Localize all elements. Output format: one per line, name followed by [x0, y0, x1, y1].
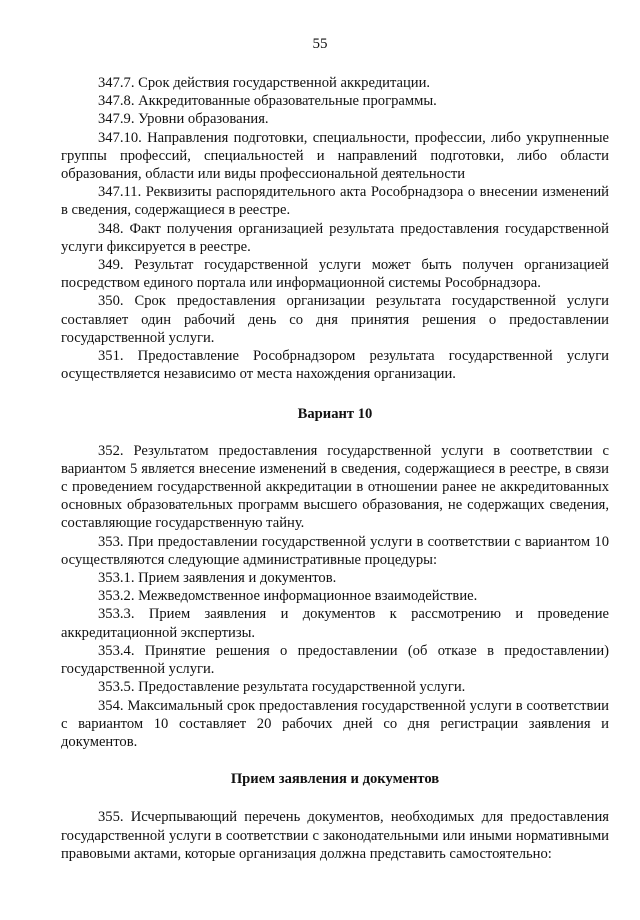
- paragraph-353: 353. При предоставлении государственной услуги в соответствии с вариантом 10 осуществляются следующие административные процедуры:: [61, 533, 609, 568]
- paragraph-354: 354. Максимальный срок предоставления государственной услуги в соответствии с вариантом 10 составляет 20 рабочих дней со дня регистрации заявления и документов.: [61, 697, 609, 750]
- paragraph-350: 350. Срок предоставления организации результата государственной услуги составляет один рабочий день со дня принятия решения о предоставлении государственной услуги.: [61, 293, 609, 346]
- paragraph-353-3: 353.3. Прием заявления и документов к рассмотрению и проведение аккредитационной экспертизы.: [61, 606, 609, 641]
- section-heading-variant-10: Вариант 10: [297, 406, 373, 423]
- paragraph-347-10: 347.10. Направления подготовки, специальности, профессии, либо укрупненные группы профессий, специальностей и направлений подготовки, либо области образования, области или виды профессиональной деятельности: [61, 129, 609, 183]
- paragraph-355: 355. Исчерпывающий перечень документов, необходимых для предоставления государственной услуги в соответствии с законодательными или иными нормативными правовыми актами, которые организация должна представить самостоятельно:: [61, 809, 609, 862]
- paragraph-349: 349. Результат государственной услуги может быть получен организацией посредством единого портала или информационной системы Рособрнадзора.: [61, 257, 609, 292]
- paragraph-348: 348. Факт получения организацией результата предоставления государственной услуги фиксируется в реестре.: [61, 220, 609, 255]
- paragraph-353-1: 353.1. Прием заявления и документов.: [98, 570, 337, 587]
- paragraph-347-11: 347.11. Реквизиты распорядительного акта Рособрнадзора о внесении изменений в сведения, содержащиеся в реестре.: [61, 184, 609, 219]
- section-heading-application-intake: Прием заявления и документов: [230, 771, 440, 788]
- paragraph-353-2: 353.2. Межведомственное информационное взаимодействие.: [98, 588, 478, 605]
- document-body: [61, 74, 609, 863]
- page-number: 55: [312, 36, 328, 52]
- paragraph-353-4: 353.4. Принятие решения о предоставлении (об отказе в предоставлении) государственной услуги.: [61, 642, 609, 678]
- paragraph-352: 352. Результатом предоставления государственной услуги в соответствии с вариантом 5 является внесение изменений в сведения, содержащиеся в реестре, в связи с проведением государственной аккредитации в отношении ранее не аккредитованных основных образовательных программ высшего образования, не содержащих сведения, составляющие государственную тайну.: [61, 442, 609, 532]
- paragraph-347-7: 347.7. Срок действия государственной аккредитации.: [98, 75, 431, 91]
- paragraph-351: 351. Предоставление Рособрнадзором результата государственной услуги осуществляется независимо от места нахождения организации.: [61, 348, 609, 383]
- paragraph-347-8: 347.8. Аккредитованные образовательные программы.: [98, 93, 437, 110]
- paragraph-347-9: 347.9. Уровни образования.: [98, 111, 269, 128]
- paragraph-353-5: 353.5. Предоставление результата государственной услуги.: [98, 679, 466, 696]
